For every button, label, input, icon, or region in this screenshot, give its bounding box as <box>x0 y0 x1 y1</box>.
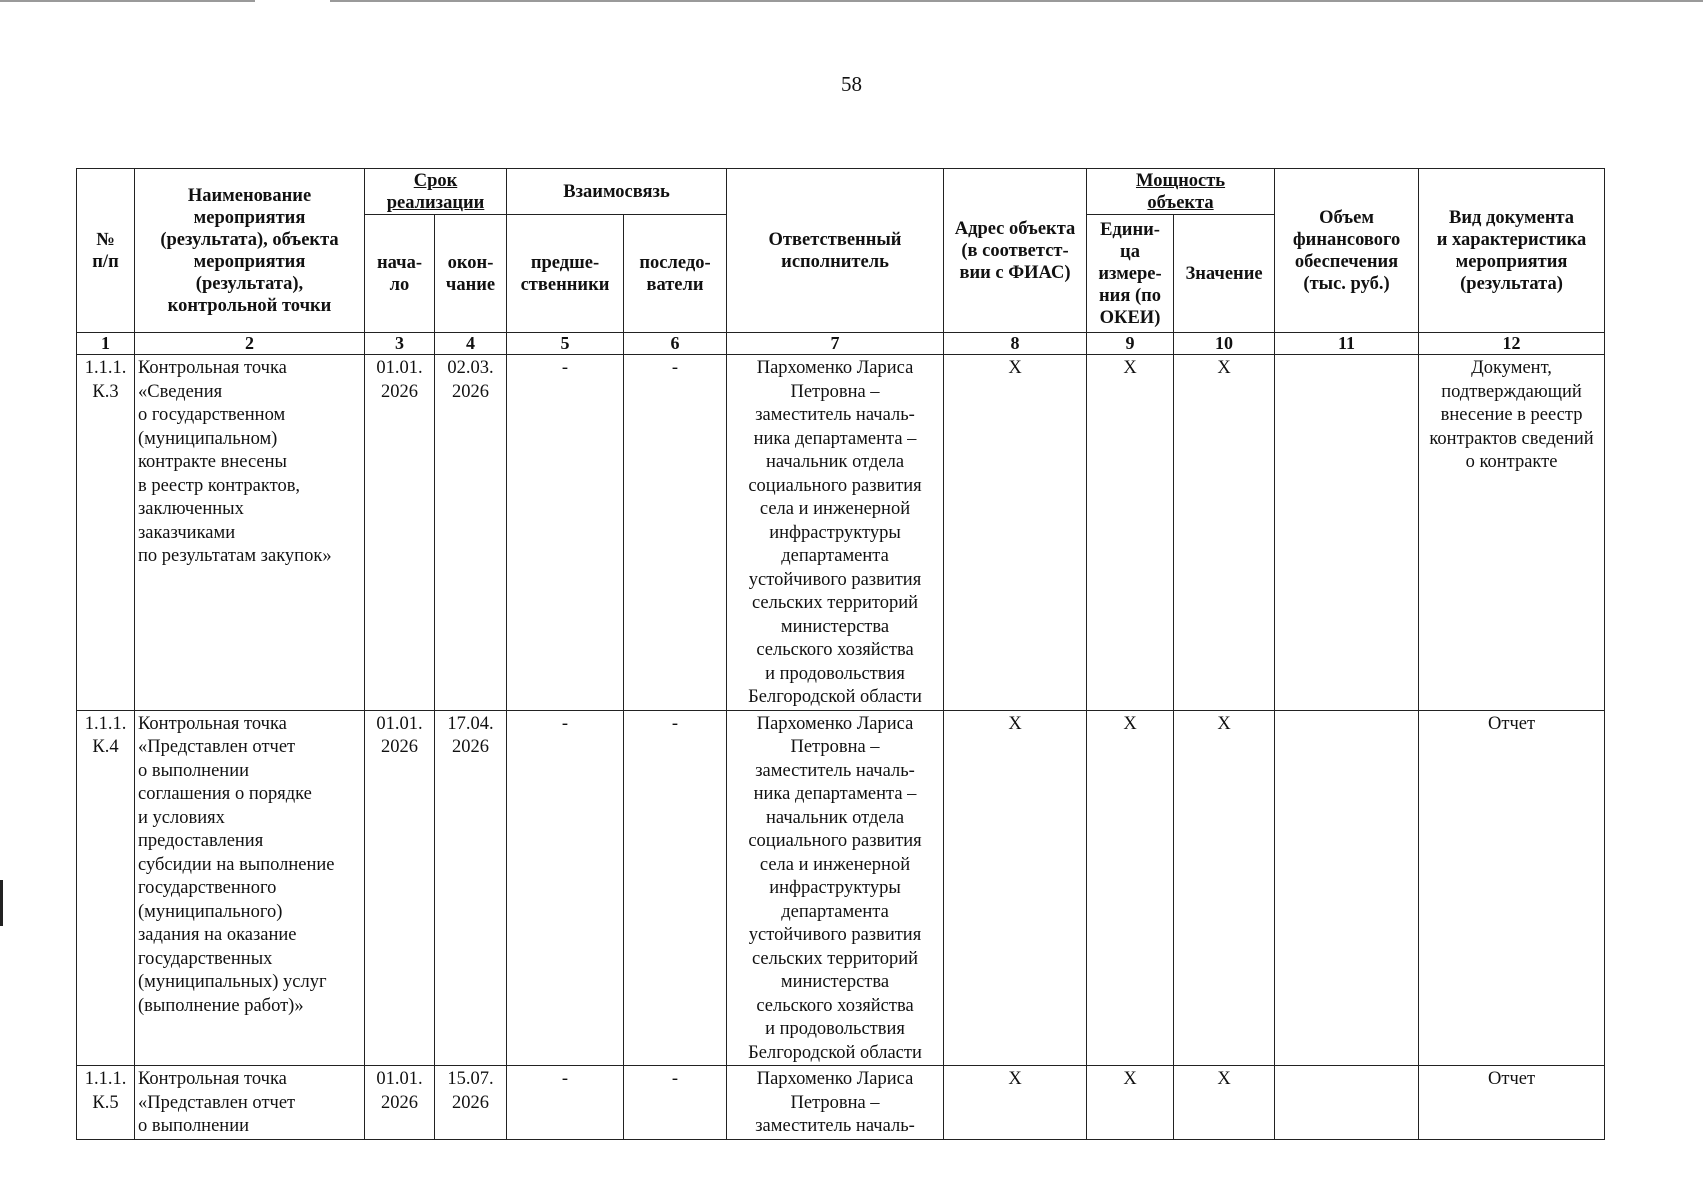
cell-responsible: Пархоменко Лариса Петровна – заместитель началь- <box>727 1066 944 1140</box>
column-number: 11 <box>1275 333 1419 355</box>
column-number: 9 <box>1087 333 1174 355</box>
cell-doc: Отчет <box>1419 1066 1605 1140</box>
cell-end: 17.04. 2026 <box>435 710 507 1066</box>
header-responsible: Ответственный исполнитель <box>727 169 944 333</box>
table-row <box>77 355 1605 711</box>
cell-address: Х <box>944 1066 1087 1140</box>
cell-finance <box>1275 355 1419 711</box>
cell-responsible: Пархоменко Лариса Петровна – заместитель началь- ника департамента – начальник отдела социального развития села и инженерной инфраструктуры департамента устойчивого развития сельских территорий министерства сельского хозяйства и продовольствия Белгородской области <box>727 710 944 1066</box>
cell-value: Х <box>1174 1066 1275 1140</box>
control-points-table <box>76 168 1605 1140</box>
cell-unit: Х <box>1087 710 1174 1066</box>
page-number: 58 <box>841 72 862 96</box>
header-num: № п/п <box>77 169 135 333</box>
cell-value: Х <box>1174 710 1275 1066</box>
cell-predecessors: - <box>507 710 624 1066</box>
header-successors: последо- ватели <box>624 215 727 333</box>
cell-name: Контрольная точка «Представлен отчет о выполнении соглашения о порядке и условиях предоставления субсидии на выполнение государственного (муниципального) задания на оказание государственных (муниципальных) услуг (выполнение работ)» <box>135 710 365 1066</box>
column-number: 10 <box>1174 333 1275 355</box>
cell-successors: - <box>624 710 727 1066</box>
cell-end: 15.07. 2026 <box>435 1066 507 1140</box>
cell-successors: - <box>624 1066 727 1140</box>
cell-value: Х <box>1174 355 1275 711</box>
column-number: 5 <box>507 333 624 355</box>
cell-responsible: Пархоменко Лариса Петровна – заместитель началь- ника департамента – начальник отдела социального развития села и инженерной инфраструктуры департамента устойчивого развития сельских территорий министерства сельского хозяйства и продовольствия Белгородской области <box>727 355 944 711</box>
header-predecessors: предше- ственники <box>507 215 624 333</box>
cell-start: 01.01. 2026 <box>365 1066 435 1140</box>
header-name: Наименование мероприятия (результата), объекта мероприятия (результата), контрольной точки <box>135 169 365 333</box>
column-number: 6 <box>624 333 727 355</box>
header-value: Значение <box>1174 215 1275 333</box>
header-relation: Взаимосвязь <box>507 169 727 215</box>
column-number: 3 <box>365 333 435 355</box>
column-number: 7 <box>727 333 944 355</box>
header-address: Адрес объекта (в соответст- вии с ФИАС) <box>944 169 1087 333</box>
header-doc: Вид документа и характеристика мероприятия (результата) <box>1419 169 1605 333</box>
column-number: 4 <box>435 333 507 355</box>
header-term-end: окон- чание <box>435 215 507 333</box>
table-row <box>77 710 1605 1066</box>
cell-start: 01.01. 2026 <box>365 710 435 1066</box>
cell-start: 01.01. 2026 <box>365 355 435 711</box>
column-number: 12 <box>1419 333 1605 355</box>
cell-finance <box>1275 710 1419 1066</box>
cell-num: 1.1.1. К.4 <box>77 710 135 1066</box>
header-capacity: Мощность объекта <box>1087 169 1275 215</box>
cell-unit: Х <box>1087 1066 1174 1140</box>
column-number: 2 <box>135 333 365 355</box>
cell-num: 1.1.1. К.5 <box>77 1066 135 1140</box>
cell-name: Контрольная точка «Представлен отчет о выполнении <box>135 1066 365 1140</box>
cell-successors: - <box>624 355 727 711</box>
header-finance: Объем финансового обеспечения (тыс. руб.) <box>1275 169 1419 333</box>
cell-address: Х <box>944 355 1087 711</box>
column-number: 8 <box>944 333 1087 355</box>
cell-name: Контрольная точка «Сведения о государственном (муниципальном) контракте внесены в реестр контрактов, заключенных заказчиками по результатам закупок» <box>135 355 365 711</box>
table-row <box>77 1066 1605 1140</box>
scan-edge-mark <box>0 880 3 926</box>
header-term-start: нача- ло <box>365 215 435 333</box>
header-term: Срок реализации <box>365 169 507 215</box>
cell-finance <box>1275 1066 1419 1140</box>
cell-predecessors: - <box>507 1066 624 1140</box>
column-number: 1 <box>77 333 135 355</box>
cell-address: Х <box>944 710 1087 1066</box>
cell-predecessors: - <box>507 355 624 711</box>
cell-end: 02.03. 2026 <box>435 355 507 711</box>
header-unit: Едини- ца измере- ния (по ОКЕИ) <box>1087 215 1174 333</box>
cell-doc: Отчет <box>1419 710 1605 1066</box>
cell-unit: Х <box>1087 355 1174 711</box>
cell-num: 1.1.1. К.3 <box>77 355 135 711</box>
scan-edge-line-right <box>330 0 1703 2</box>
cell-doc: Документ, подтверждающий внесение в реестр контрактов сведений о контракте <box>1419 355 1605 711</box>
scan-edge-line-left <box>0 0 255 2</box>
